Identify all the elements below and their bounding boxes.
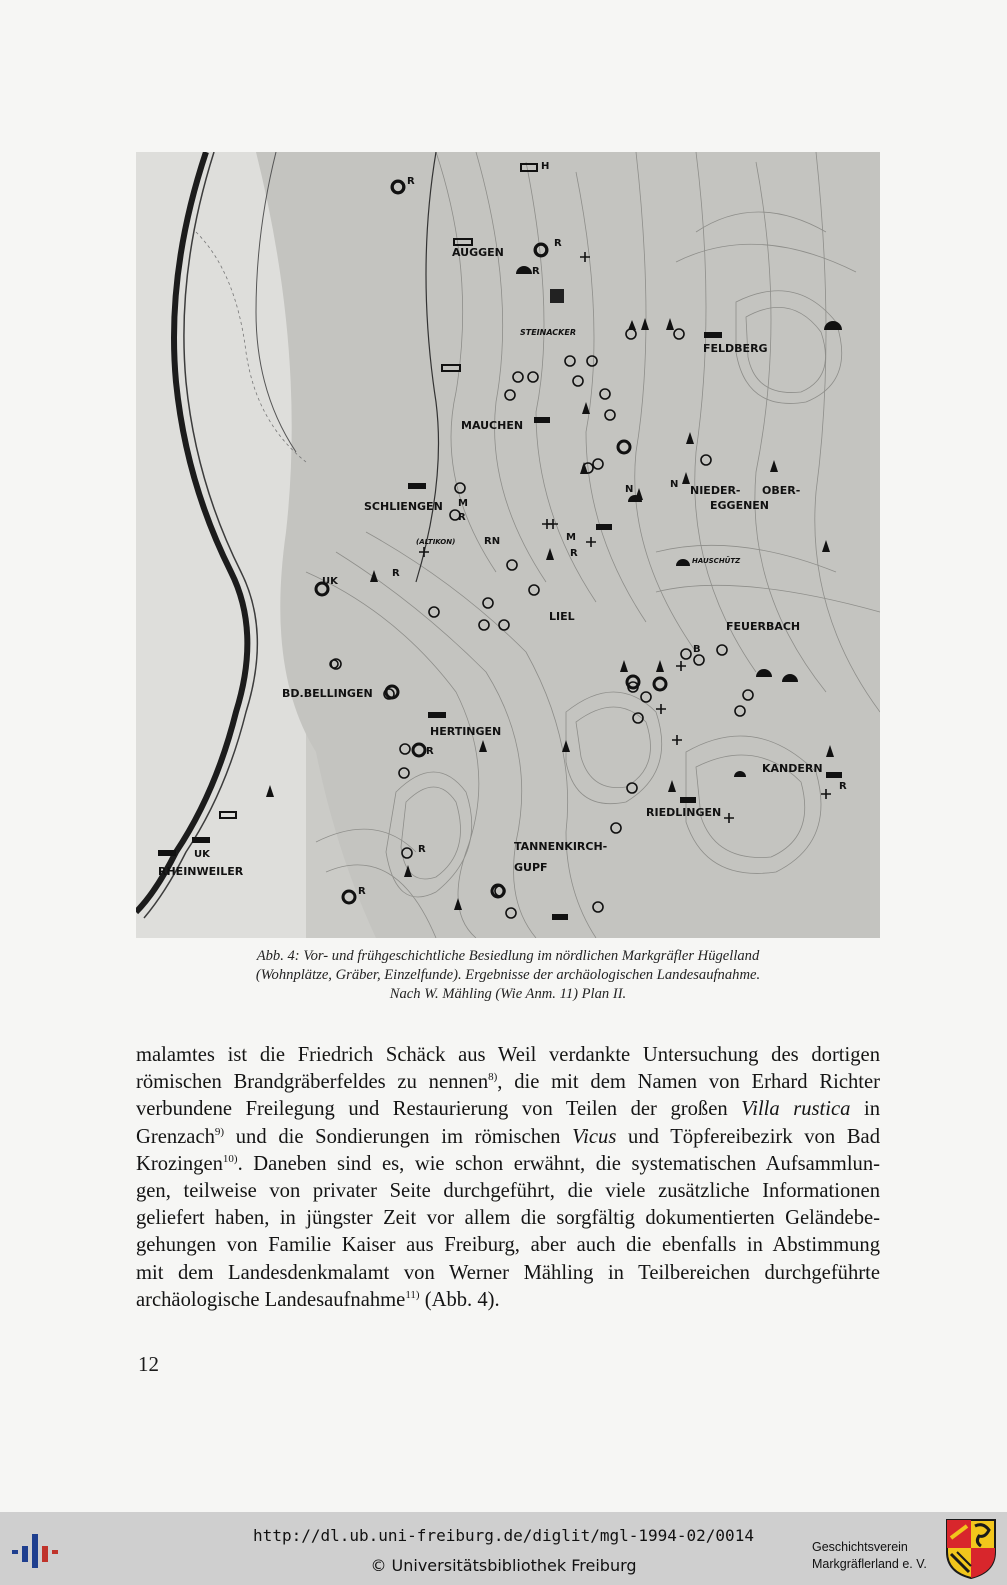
map-label-schliengen: SCHLIENGEN	[364, 500, 443, 513]
body-paragraph	[136, 1042, 880, 1314]
map-label-steinacker: STEINACKER	[520, 328, 576, 337]
map-label-ober: OBER-	[762, 484, 801, 497]
text-line: Krozingen$^{10)}$. Daneben sind es, wie schon erwähnt, die systematischen Aufsammlun-	[136, 1152, 880, 1175]
map-letter-r: R	[570, 548, 578, 559]
map-letter-uk: UK	[194, 849, 210, 860]
society-name-line: Markgräflerland e. V.	[812, 1557, 927, 1571]
map-letter-r: R	[418, 844, 426, 855]
text-line: gen, teilweise von privater Seite durchgeführt, die viele zusätzliche Informationen	[136, 1180, 880, 1203]
text-line: archäologische Landesaufnahme$^{11)}$ (Abb. 4).	[136, 1288, 500, 1311]
archaeological-map	[136, 152, 880, 938]
text-line: Grenzach$^{9)}$ und die Sondierungen im römischen Vicus und Töpfereibezirk von Bad	[136, 1125, 880, 1148]
caption-line: Abb. 4: Vor- und frühgeschichtliche Besiedlung im nördlichen Markgräfler Hügelland	[256, 948, 760, 964]
footnote-ref: 10)	[222, 1152, 238, 1165]
map-label-riedlingen: RIEDLINGEN	[646, 806, 722, 819]
map-label-mauchen: MAUCHEN	[461, 419, 524, 432]
text-line: gehungen von Familie Kaiser aus Freiburg, aber auch die ebenfalls in Abstimmung	[136, 1234, 880, 1257]
map-label-altikon: (ALTIKON)	[416, 538, 456, 546]
map-label-auggen: AUGGEN	[452, 246, 504, 259]
society-name-line: Geschichtsverein	[812, 1540, 908, 1554]
map-label-tannenkirch: TANNENKIRCH-	[514, 840, 608, 853]
text-line: geliefert haben, in jüngster Zeit vor allem die sorgfältig dokumentierten Geländebe-	[136, 1207, 880, 1230]
map-label-nieder: NIEDER-	[690, 484, 741, 497]
map-letter-r: R	[839, 781, 847, 792]
caption-line: (Wohnplätze, Gräber, Einzelfunde). Ergebnisse der archäologischen Landesaufnahme.	[255, 967, 761, 983]
caption-line: Nach W. Mähling (Wie Anm. 11) Plan II.	[389, 986, 627, 1002]
map-letter-r: R	[554, 238, 562, 249]
page-number: 12	[138, 1352, 159, 1376]
map-label-gupf: GUPF	[514, 861, 548, 874]
map-letter-n: N	[625, 484, 634, 495]
map-letter-m: M	[566, 532, 576, 543]
society-name	[812, 1539, 947, 1573]
text-line: mit dem Landesdenkmalamt von Werner Mähling in Teilbereichen durchgeführte	[136, 1261, 880, 1284]
text-line: römischen Brandgräberfeldes zu nennen$^{8)}$, die mit dem Namen von Erhard Richter	[136, 1071, 880, 1094]
map-letter-m: M	[458, 498, 468, 509]
map-letter-r: R	[407, 176, 415, 187]
map-letter-n: N	[670, 479, 679, 490]
map-label-hertingen: HERTINGEN	[430, 725, 502, 738]
map-letter-b: B	[693, 644, 701, 655]
footnote-ref: 9)	[214, 1125, 225, 1138]
text-line: malamtes ist die Friedrich Schäck aus Weil verdankte Untersuchung des dortigen	[136, 1044, 880, 1066]
map-letter-r: R	[392, 568, 400, 579]
map-label-rheinweiler: RHEINWEILER	[158, 865, 244, 878]
map-letter-r: R	[532, 266, 540, 277]
map-label-feldberg: FELDBERG	[703, 342, 768, 355]
map-label-feuerbach: FEUERBACH	[726, 620, 801, 633]
map-letter-h: H	[541, 161, 550, 172]
map-letter-rn: RN	[484, 536, 501, 547]
map-letter-r: R	[426, 746, 434, 757]
footnote-ref: 11)	[405, 1288, 420, 1301]
text-line: verbundene Freilegung und Restaurierung von Teilen der großen Villa rustica in	[136, 1098, 880, 1121]
map-label-bdbellingen: BD.BELLINGEN	[282, 687, 373, 700]
map-label-hauschutz: HAUSCHÜTZ	[692, 557, 741, 565]
map-letter-r: R	[358, 886, 366, 897]
map-label-liel: LIEL	[549, 610, 575, 623]
map-letter-r: R	[458, 512, 466, 523]
map-label-eggenen: EGGENEN	[710, 499, 770, 512]
footnote-ref: 8)	[488, 1071, 498, 1084]
document-url-link[interactable]: http://dl.ub.uni-freiburg.de/diglit/mgl-1994-02/0014	[253, 1526, 754, 1545]
copyright-notice: © Universitätsbibliothek Freiburg	[370, 1556, 637, 1575]
coat-of-arms-icon	[945, 1518, 997, 1580]
footer-bar	[0, 1512, 1007, 1585]
figure-caption	[136, 947, 880, 1004]
map-label-kandern: KANDERN	[762, 762, 823, 775]
map-letter-uk: UK	[322, 576, 338, 587]
